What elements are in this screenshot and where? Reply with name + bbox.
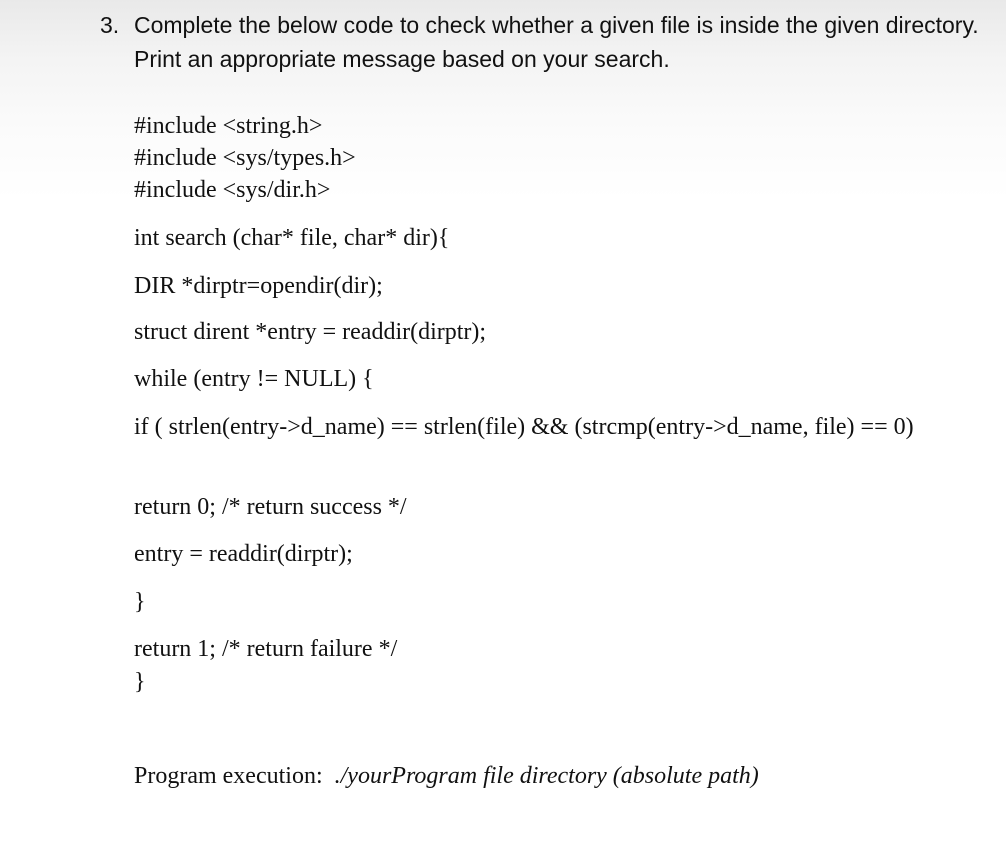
program-execution [134,760,759,792]
code-line-readdir: struct dirent *entry = readdir(dirptr); [134,319,487,345]
execution-command: ./yourProgram file directory (absolute path) [334,763,759,789]
code-line-include-types: #include <sys/types.h> [134,145,356,171]
code-line-close-function: } [134,669,146,695]
question-text: Complete the below code to check whether a given file is inside the given directory. Print an appropriate message based on your search. [134,12,979,72]
execution-label: Program execution: [134,763,335,789]
question-number: 3. [100,12,120,38]
code-line-while: while (entry != NULL) { [134,366,374,392]
code-line-include-string: #include <string.h> [134,113,323,139]
code-line-return-success: return 0; /* return success */ [134,494,407,520]
code-line-next-entry: entry = readdir(dirptr); [134,541,353,567]
code-line-include-dir: #include <sys/dir.h> [134,177,331,203]
code-line-opendir: DIR *dirptr=opendir(dir); [134,273,383,299]
code-line-if: if ( strlen(entry->d_name) == strlen(file) && (strcmp(entry->d_name, file) == 0) [134,414,914,440]
code-line-function-signature: int search (char* file, char* dir){ [134,225,450,251]
code-line-close-while: } [134,589,146,615]
code-line-return-failure: return 1; /* return failure */ [134,636,398,662]
